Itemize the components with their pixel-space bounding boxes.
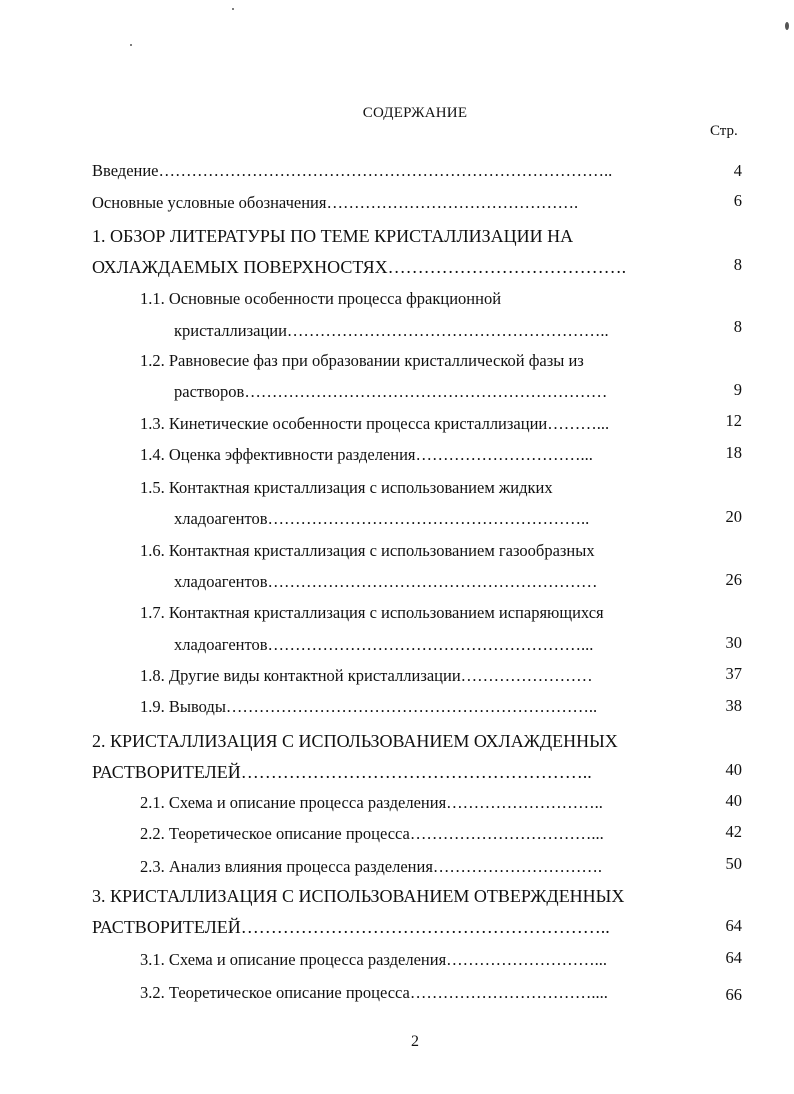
scan-speck xyxy=(232,8,234,10)
toc-entry: 1.5. Контактная кристаллизация с использованием жидких xyxy=(140,478,553,497)
toc-entry: 1.6. Контактная кристаллизация с использованием газообразных xyxy=(140,541,595,560)
toc-page-number: 18 xyxy=(725,443,742,462)
toc-entry: Введение……………………………………………………………………….. xyxy=(92,161,613,180)
toc-entry: 1.8. Другие виды контактной кристаллизации…………………… xyxy=(140,666,593,685)
toc-page-number: 38 xyxy=(725,696,742,715)
toc-chapter-heading: 1. ОБЗОР ЛИТЕРАТУРЫ ПО ТЕМЕ КРИСТАЛЛИЗАЦИИ НА xyxy=(92,226,574,246)
toc-chapter-heading: ОХЛАЖДАЕМЫХ ПОВЕРХНОСТЯХ…………………………………. xyxy=(92,257,627,277)
toc-chapter-heading: РАСТВОРИТЕЛЕЙ………………………………………………….. xyxy=(92,762,592,782)
toc-title: СОДЕРЖАНИЕ xyxy=(362,105,468,121)
toc-page-number: 66 xyxy=(725,985,742,1004)
toc-page-number: 50 xyxy=(725,854,742,873)
footer-page-number: 2 xyxy=(411,1033,419,1050)
toc-entry: растворов………………………………………………………… xyxy=(174,382,608,401)
scan-speck xyxy=(785,22,789,30)
toc-entry: Основные условные обозначения………………………………………. xyxy=(92,193,579,212)
scan-speck xyxy=(130,44,132,46)
toc-entry: 3.1. Схема и описание процесса разделения………………………... xyxy=(140,950,608,969)
toc-entry: 2.2. Теоретическое описание процесса……………………………... xyxy=(140,824,604,843)
toc-page-number: 9 xyxy=(733,380,742,399)
toc-entry: 1.7. Контактная кристаллизация с использованием испаряющихся xyxy=(140,603,604,622)
toc-entry: хладоагентов…………………………………………………... xyxy=(174,635,594,654)
toc-page-number: 12 xyxy=(725,411,742,430)
toc-entry: 2.3. Анализ влияния процесса разделения…………………………. xyxy=(140,857,603,876)
toc-page-number: 40 xyxy=(725,791,742,810)
page-column-label: Стр. xyxy=(710,123,738,139)
toc-entry: 1.4. Оценка эффективности разделения…………………………... xyxy=(140,445,593,464)
toc-chapter-heading: РАСТВОРИТЕЛЕЙ…………………………………………………….. xyxy=(92,917,610,937)
toc-entry: кристаллизации………………………………………………….. xyxy=(174,321,609,340)
toc-page-number: 64 xyxy=(725,948,742,967)
toc-page-number: 6 xyxy=(733,191,742,210)
toc-page-number: 26 xyxy=(725,570,742,589)
toc-chapter-heading: 2. КРИСТАЛЛИЗАЦИЯ С ИСПОЛЬЗОВАНИЕМ ОХЛАЖДЕННЫХ xyxy=(92,731,618,751)
toc-entry: 1.1. Основные особенности процесса фракционной xyxy=(140,289,502,308)
toc-page-number: 64 xyxy=(725,916,742,935)
toc-page-number: 20 xyxy=(725,507,742,526)
toc-entry: хладоагентов…………………………………………………… xyxy=(174,572,598,591)
toc-entry: 1.3. Кинетические особенности процесса кристаллизации………... xyxy=(140,414,610,433)
toc-entry: 3.2. Теоретическое описание процесса…………………………….... xyxy=(140,983,608,1002)
toc-entry: 1.2. Равновесие фаз при образовании кристаллической фазы из xyxy=(140,351,584,370)
toc-page-number: 8 xyxy=(733,255,742,274)
toc-chapter-heading: 3. КРИСТАЛЛИЗАЦИЯ С ИСПОЛЬЗОВАНИЕМ ОТВЕРЖДЕННЫХ xyxy=(92,886,625,906)
toc-page-number: 4 xyxy=(733,161,742,180)
toc-entry: хладоагентов………………………………………………….. xyxy=(174,509,590,528)
toc-page-number: 40 xyxy=(725,760,742,779)
toc-page-number: 8 xyxy=(733,317,742,336)
toc-page-number: 30 xyxy=(725,633,742,652)
toc-entry: 2.1. Схема и описание процесса разделения……………………….. xyxy=(140,793,603,812)
toc-entry: 1.9. Выводы………………………………………………………….. xyxy=(140,697,598,716)
toc-page-number: 42 xyxy=(725,822,742,841)
toc-page-number: 37 xyxy=(725,664,742,683)
